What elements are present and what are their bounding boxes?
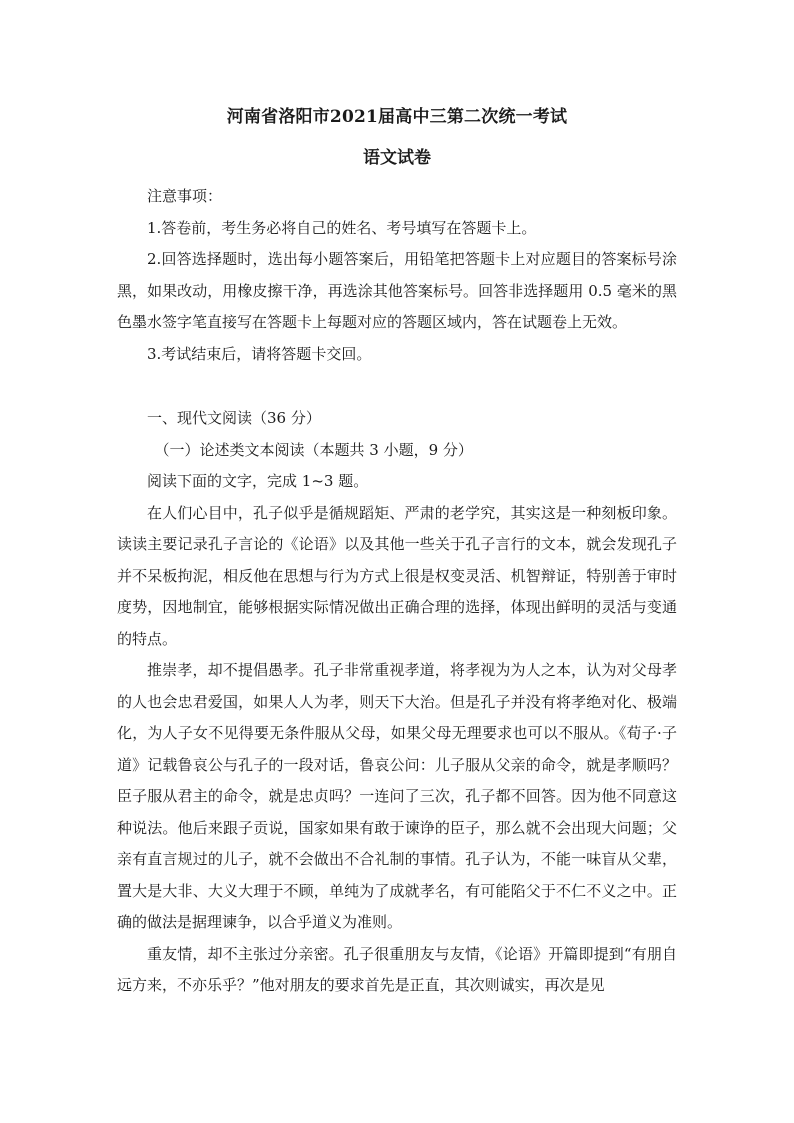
exam-title: 河南省洛阳市2021届高中三第二次统一考试 (226, 107, 568, 127)
body-paragraph: 在人们心目中，孔子似乎是循规蹈矩、严肃的老学究，其实这是一种刻板印象。读读主要记录孔子言论的《论语》以及其他一些关于孔子言行的文本，就会发现孔子并不呆板拘泥，相反他在思想与行为方式上很是权变灵活、机智辩证，特别善于审时度势，因地制宜，能够根据实际情况做出正确合理的选择，体现出鲜明的灵活与变通的特点。 (117, 503, 677, 648)
section-heading: 一、现代文阅读（36 分） (147, 409, 321, 427)
body-paragraph: 重友情，却不主张过分亲密。孔子很重朋友与友情，《论语》开篇即提到“有朋自远方来，不亦乐乎？”他对朋友的要求首先是正直，其次则诚实，再次是见 (117, 944, 677, 994)
note-item: 2.回答选择题时，选出每小题答案后，用铅笔把答题卡上对应题目的答案标号涂黑，如果改动，用橡皮擦干净，再选涂其他答案标号。回答非选择题用 0.5 毫米的黑色墨水签字笔直接写在答题卡上每题对应的答题区域内，答在试题卷上无效。 (117, 250, 677, 331)
reading-instruction: 阅读下面的文字，完成 1~3 题。 (147, 472, 369, 490)
exam-subtitle: 语文试卷 (363, 148, 431, 168)
body-paragraph: 推崇孝，却不提倡愚孝。孔子非常重视孝道，将孝视为为人之本，认为对父母孝的人也会忠君爱国，如果人人为孝，则天下大治。但是孔子并没有将孝绝对化、极端化，为人子女不见得要无条件服从父母，如果父母无理要求也可以不服从。《荀子·子道》记载鲁哀公与孔子的一段对话，鲁哀公问：儿子服从父亲的命令，就是孝顺吗？臣子服从君主的命令，就是忠贞吗？一连问了三次，孔子都不回答。因为他不同意这种说法。他后来跟子贡说，国家如果有敢于谏诤的臣子，那么就不会出现大问题；父亲有直言规过的儿子，就不会做出不合礼制的事情。孔子认为，不能一味盲从父辈，置大是大非、大义大理于不顾，单纯为了成就孝名，有可能陷父于不仁不义之中。正确的做法是据理谏争，以合乎道义为准则。 (117, 661, 677, 931)
note-item: 3.考试结束后，请将答题卡交回。 (147, 344, 372, 363)
section-gap (117, 370, 677, 403)
note-item: 1.答卷前，考生务必将自己的姓名、考号填写在答题卡上。 (147, 218, 537, 237)
notes-heading: 注意事项： (147, 187, 223, 205)
subsection-heading: （一）论述类文本阅读（本题共 3 小题，9 分） (154, 440, 473, 459)
